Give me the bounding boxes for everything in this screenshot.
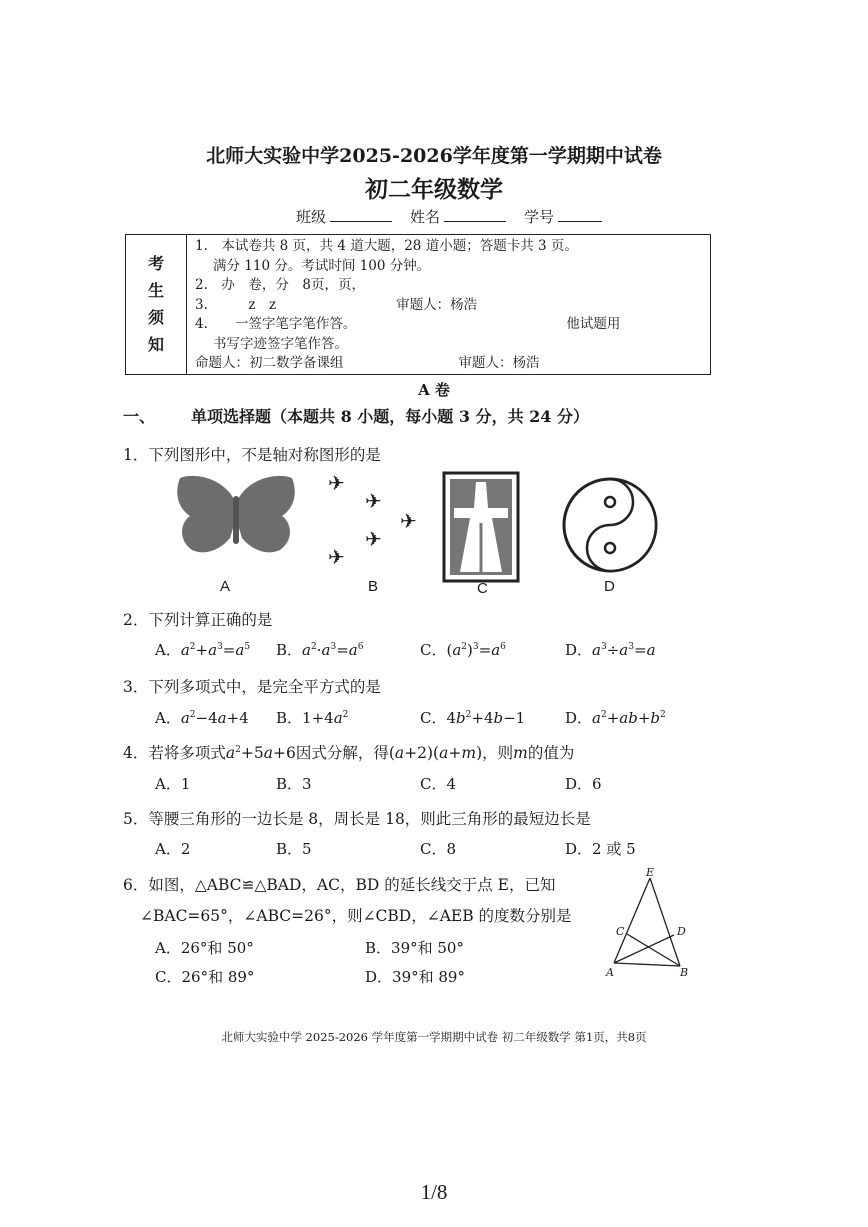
question-4-stem: 4．若将多项式$a^2+5a+6$因式分解，得(a+2)(a+m)，则m的值为 [123, 744, 575, 762]
question-6-option-c: C．26°和 89° [155, 968, 255, 986]
volume-a-heading: A 卷 [418, 381, 450, 399]
question-1-figures [170, 468, 670, 588]
notice-content [187, 235, 711, 375]
notice-line-4: 3. z z 审题人：杨浩 [195, 296, 478, 313]
svg-text:✈: ✈ [328, 545, 345, 569]
question-5-option-a: A．2 [155, 840, 191, 858]
question-3-option-d: D．$a^2+ab+b^2$ [565, 709, 666, 727]
notice-line-5: 4. 一签字笔字笔作答。 他试题用 [195, 316, 621, 332]
question-3-option-c: C．$4b^2+4b-1$ [420, 709, 526, 727]
question-2-option-d: D．$a^3\div a^3=a$ [565, 641, 656, 659]
svg-text:✈: ✈ [400, 509, 417, 533]
reviewer: 审题人：杨浩 [458, 355, 540, 371]
airplanes-figure [328, 471, 417, 569]
svg-text:✈: ✈ [365, 527, 382, 551]
question-2-option-b: B．$a^2\cdot a^3=a^6$ [276, 641, 364, 659]
question-5-option-d: D．2 或 5 [565, 840, 636, 858]
point-d-label: D [677, 925, 686, 938]
author: 命题人：初二数学备课组 [195, 355, 344, 371]
yin-yang-figure [564, 479, 656, 571]
segment-be [650, 878, 680, 966]
question-4-option-b: B．3 [276, 775, 312, 793]
svg-text:✈: ✈ [328, 471, 345, 495]
figure-label-a: A [220, 578, 231, 595]
id-blank [558, 207, 602, 222]
highway-sign-figure [444, 473, 518, 581]
question-6-option-b: B．39°和 50° [365, 939, 464, 957]
notice-label: 考 生 须 知 [126, 235, 187, 375]
notice-line-3: 2. 办 卷，分 8页，页， [195, 277, 365, 293]
figure-label-c: C [477, 580, 488, 597]
question-5-option-b: B．5 [276, 840, 312, 858]
question-3-option-a: A．$a^2-4a+4$ [155, 709, 249, 727]
exam-subtitle: 初二年级数学 [365, 176, 503, 203]
butterfly-figure [177, 476, 295, 553]
id-label: 学号 [524, 208, 555, 226]
class-blank [330, 207, 392, 222]
question-1-stem: 1．下列图形中，不是轴对称图形的是 [123, 446, 381, 464]
figure-label-d: D [604, 578, 615, 595]
notice-reviewer-mid: 审题人：杨浩 [396, 296, 478, 313]
figure-label-b: B [368, 578, 379, 595]
question-2-option-a: A．$a^2+a^3=a^5$ [155, 641, 251, 659]
question-6-option-a: A．26°和 50° [155, 939, 254, 957]
segment-bc [627, 934, 680, 966]
question-2-option-c: C．$(a^2)^3=a^6$ [420, 641, 506, 659]
question-4-option-a: A．1 [155, 775, 191, 793]
question-3-option-b: B．$1+4a^2$ [276, 709, 349, 727]
section-heading: 一、 单项选择题（本题共 8 小题，每小题 3 分，共 24 分） [123, 407, 589, 426]
student-info-line [296, 206, 602, 227]
question-6-stem-line-1: 6．如图，△ABC≌△BAD，AC，BD 的延长线交于点 E，已知 [123, 876, 556, 894]
notice-line-1: 1. 本试卷共 8 页，共 4 道大题，28 道小题；答题卡共 3 页。 [195, 238, 578, 254]
point-e-label: E [646, 866, 655, 879]
page-indicator: 1/8 [420, 1180, 448, 1204]
question-3-stem: 3．下列多项式中，是完全平方式的是 [123, 678, 381, 696]
notice-line-6: 书写字迹签字笔作答。 [213, 335, 348, 352]
exam-title: 北师大实验中学2025-2026学年度第一学期期中试卷 [206, 145, 662, 167]
segment-ab [614, 963, 680, 966]
point-b-label: B [680, 966, 689, 979]
question-5-option-c: C．8 [420, 840, 457, 858]
notice-tail-text: 他试题用 [566, 316, 621, 332]
point-c-label: C [616, 925, 625, 938]
class-label: 班级 [296, 208, 327, 226]
question-2-stem: 2．下列计算正确的是 [123, 611, 273, 629]
question-6-triangle-figure [596, 864, 700, 986]
question-6-option-d: D．39°和 89° [365, 968, 465, 986]
notice-line-2: 满分 110 分。考试时间 100 分钟。 [213, 257, 431, 274]
segment-ad [614, 935, 674, 963]
question-6-stem-line-2: ∠BAC=65°，∠ABC=26°，则∠CBD，∠AEB 的度数分别是 [140, 907, 572, 925]
svg-text:✈: ✈ [365, 489, 382, 513]
exam-notice-box [125, 234, 711, 375]
name-blank [444, 207, 506, 222]
notice-line-7 [195, 354, 710, 374]
page-footer: 北师大实验中学 2025-2026 学年度第一学期期中试卷 初二年级数学 第1页，共8页 [221, 1030, 647, 1044]
question-5-stem: 5．等腰三角形的一边长是 8，周长是 18，则此三角形的最短边长是 [123, 810, 591, 828]
question-4-option-c: C．4 [420, 775, 457, 793]
segment-ae [614, 878, 650, 963]
name-label: 姓名 [410, 208, 441, 226]
question-4-option-d: D．6 [565, 775, 602, 793]
point-a-label: A [606, 966, 614, 979]
